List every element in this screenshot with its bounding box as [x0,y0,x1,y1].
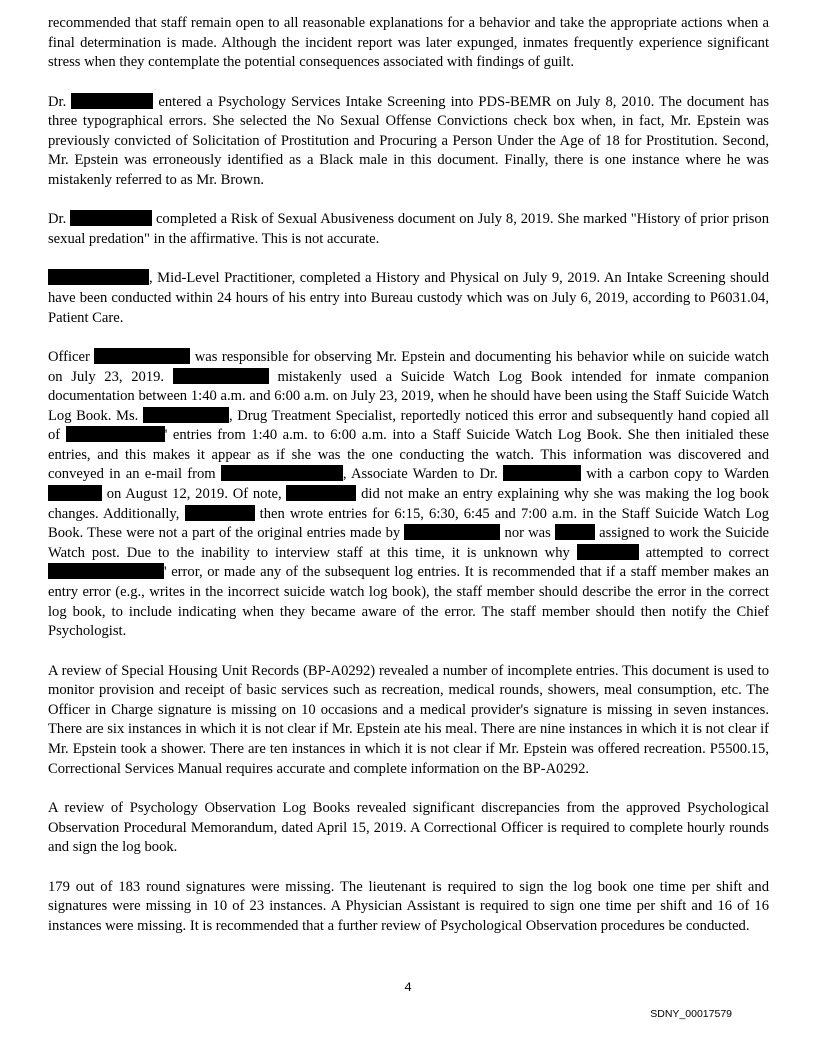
redaction-block [503,465,581,481]
redaction-block [66,426,165,442]
redaction-block [185,505,255,521]
paragraph-1: recommended that staff remain open to all reasonable explanations for a behavior and take the appropriate actions when a final determination is made. Although the incident report was later expunged, inmates frequently experience significant stress when they contemplate the potential consequences associated with findings of guilt. [48,15,769,71]
redaction-block [48,269,149,285]
redaction-block [404,524,500,540]
page-number: 4 [404,980,412,995]
paragraph-5: Officer was responsible for observing Mr. Epstein and documenting his behavior while on suicide watch on July 23, 2019. mistakenly used a Suicide Watch Log Book intended for inmate companion documentation between 1:40 a.m. and 6:00 a.m. on July 23, 2019, when he should have been using the Staff Suicide Watch Log Book. Ms. , Drug Treatment Specialist, reportedly noticed this error and subsequently hand copied all of ' entries from 1:40 a.m. to 6:00 a.m. into a Staff Suicide Watch Log Book. She then initialed these entries, and this makes it appear as if she was the one conducting the watch. This information was discovered and conveyed in an e-mail from , Associate Warden to Dr. with a carbon copy to Warden on August 12, 2019. Of note, did not make an entry explaining why she was making the log book changes. Additionally, then wrote entries for 6:15, 6:30, 6:45 and 7:00 a.m. in the Staff Suicide Watch Log Book. These were not a part of the original entries made by nor was assigned to work the Suicide Watch post. Due to the inability to interview staff at this time, it is unknown why attempted to correct ' error, or made any of the subsequent log entries. It is recommended that if a staff member makes an entry error (e.g., writes in the incorrect suicide watch log book), the staff member should describe the error in the correct log book, to include indicating when they became aware of the error. The staff member should then notify the Chief Psychologist. [48,348,770,640]
redaction-block [286,485,356,501]
redaction-block [48,485,102,501]
redaction-block [48,563,164,579]
redaction-block [577,544,639,560]
document-page [48,14,769,936]
redaction-block [221,465,343,481]
paragraph-4: , Mid-Level Practitioner, completed a History and Physical on July 9, 2019. An Intake Screening should have been conducted within 24 hours of his entry into Bureau custody which was on July 6, 2019, according to P6031.04, Patient Care. [48,270,769,326]
paragraph-6: A review of Special Housing Unit Records (BP-A0292) revealed a number of incomplete entries. This document is used to monitor provision and receipt of basic services such as recreation, medical rounds, showers, meal consumption, etc. The Officer in Charge signature is missing on 10 occasions and a medical provider's signature is missing in seven instances. There are six instances in which it is not clear if Mr. Epstein ate his meal. There are nine instances in which it is not clear if Mr. Epstein took a shower. There are ten instances in which it is not clear if Mr. Epstein was offered recreation. P5500.15, Correctional Services Manual requires accurate and complete information on the BP-A0292. [48,662,769,777]
redaction-block [94,348,190,364]
bates-number: SDNY_00017579 [650,1008,732,1020]
redaction-block [173,368,269,384]
paragraph-7: A review of Psychology Observation Log Books revealed significant discrepancies from the approved Psychological Observation Procedural Memorandum, dated April 15, 2019. A Correctional Officer is required to complete hourly rounds and sign the log book. [48,799,769,856]
redaction-block [71,93,153,109]
redaction-block [70,210,152,226]
redaction-block [143,407,229,423]
paragraph-8: 179 out of 183 round signatures were missing. The lieutenant is required to sign the log book one time per shift and signatures were missing in 10 of 23 instances. A Physician Assistant is required to sign one time per shift and 16 of 16 instances were missing. It is recommended that a further review of Psychological Observation procedures be conducted. [48,878,769,934]
redaction-block [555,524,595,540]
paragraph-2: Dr. entered a Psychology Services Intake Screening into PDS-BEMR on July 8, 2010. The document has three typographical errors. She selected the No Sexual Offense Convictions check box when, in fact, Mr. Epstein was previously convicted of Solicitation of Prostitution and Procuring a Person Under the Age of 18 for Prostitution. Second, Mr. Epstein was erroneously identified as a Black male in this document. Finally, there is one instance where he was mistakenly referred to as Mr. Brown. [48,93,770,188]
paragraph-3: Dr. completed a Risk of Sexual Abusiveness document on July 8, 2019. She marked "History of prior prison sexual predation" in the affirmative. This is not accurate. [48,211,770,247]
